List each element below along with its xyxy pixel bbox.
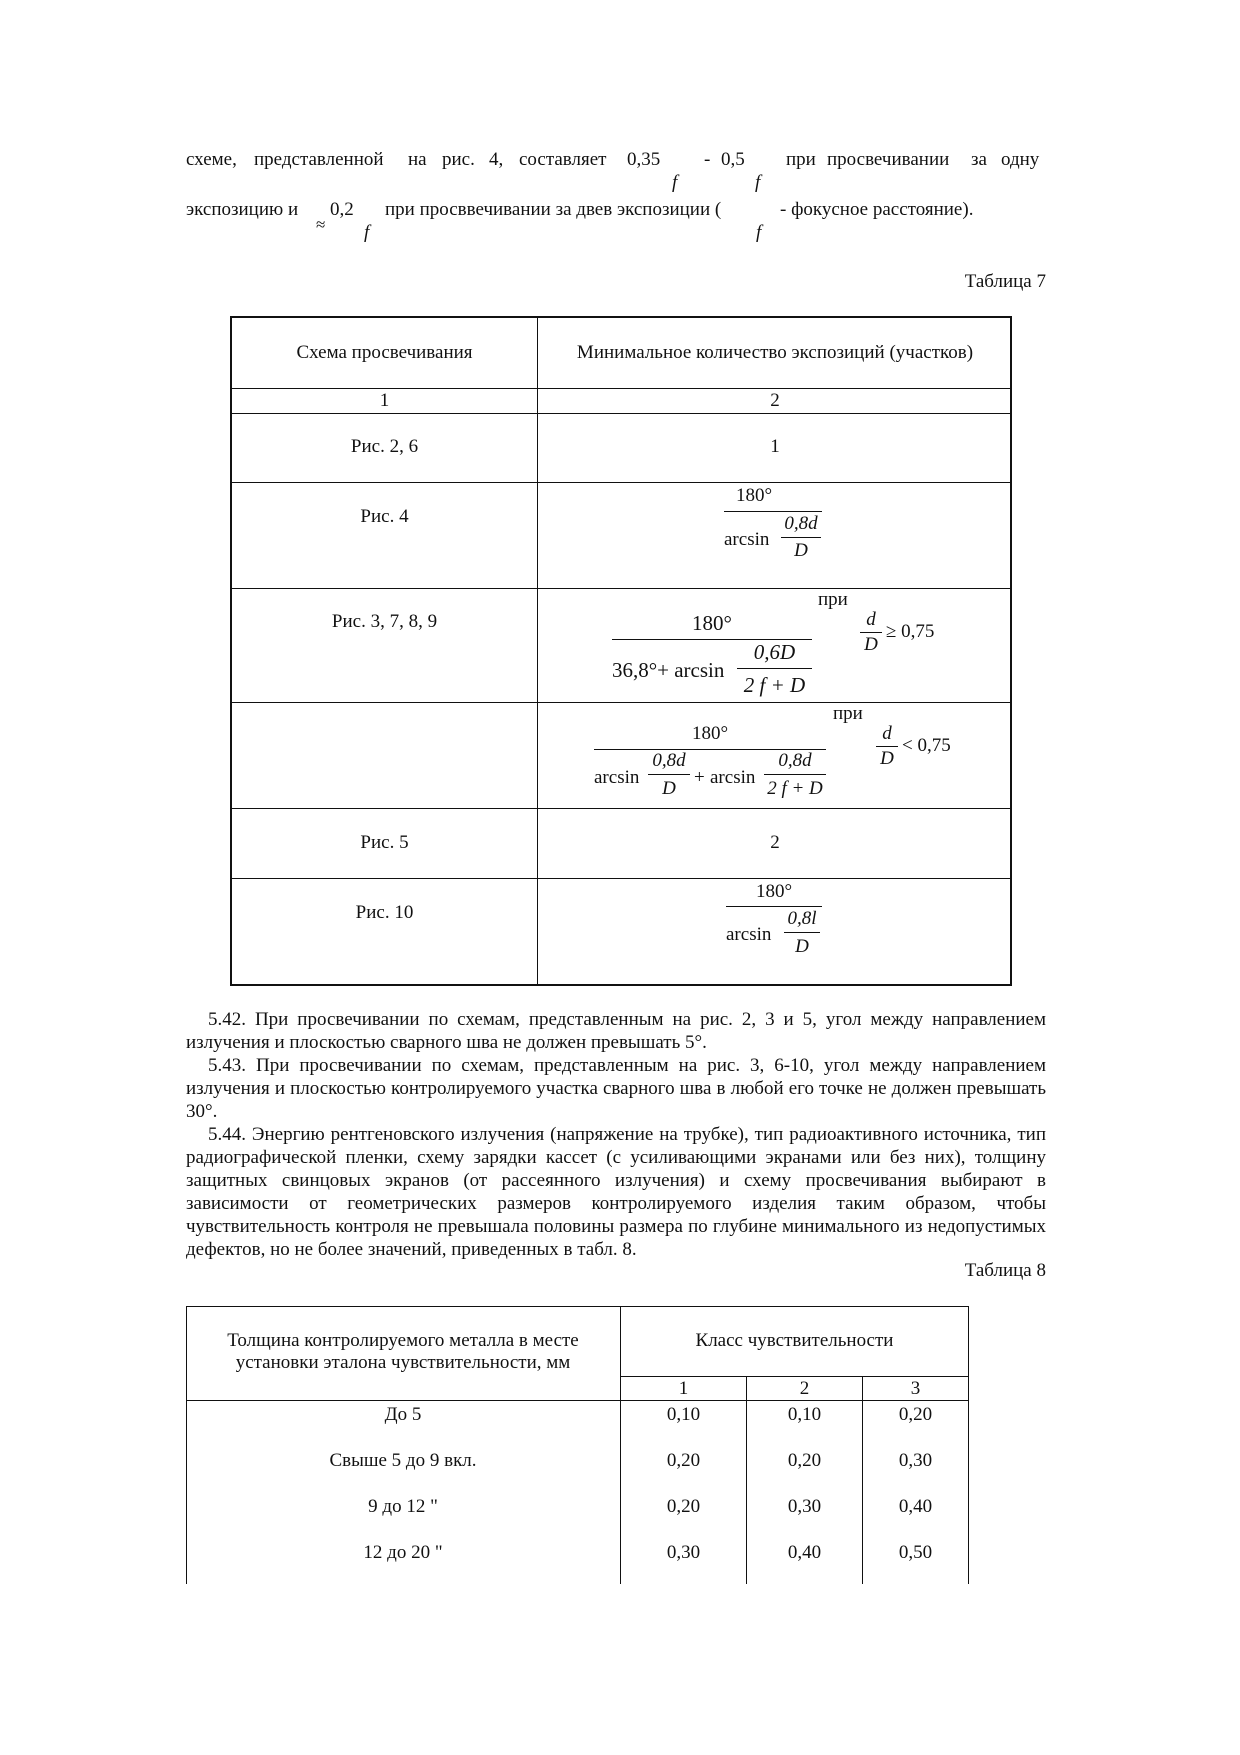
intro-word: 4, [489,149,504,170]
table7-scheme: Рис. 10 [355,902,414,923]
intro-word: при [786,149,816,170]
table8-value: 0,50 [898,1542,933,1563]
intro-dash: - [704,149,711,170]
table7-value: 1 [770,436,780,457]
table7-caption: Таблица 7 [964,271,1046,292]
table7-divider [232,388,1010,389]
formula-inner-numerator: 0,8d [778,750,812,771]
table7-col-number: 1 [379,390,390,411]
formula-inner-numerator: 0,8d [652,750,686,771]
intro-word: одну [1001,149,1040,170]
formula-inner-numerator: 0,8l [787,908,817,929]
formula-function: arcsin [726,924,772,945]
paragraph-5-44: 5.44. Энергию рентгеновского излучения (напряжение на трубке), тип радиоактивного источника, тип радиографической пленки, схему зарядки кассет (с усиливающими экранами или без них), толщину защитных свинцовых экранов (от рассеянного излучения) и схему просвечивания выбирают в зависимости от геометрических размеров контролируемого изделия таким образом, чтобы чувствительность контроля не превышала половины размера по глубине минимального из недопустимых дефектов, но не более значений, приведенных в табл. 8. [186,1124,1046,1260]
table7-column-divider [537,318,538,984]
fraction-bar [781,537,821,538]
intro-word: представленной [254,149,384,170]
paragraph-5-43: 5.43. При просвечивании по схемам, представленным на рис. 3, 6-10, угол между направлением излучения и плоскостью контролируемого участка сварного шва в любой его точке не должен превышать 30°. [186,1055,1046,1122]
formula-inner-denominator: D [794,540,808,561]
intro-text: при просввечивании за двев экспозиции ( [385,199,722,220]
table7-divider [232,482,1010,483]
formula-inner-numerator: 0,6D [753,640,796,664]
condition-numerator: d [866,609,876,630]
condition-numerator: d [882,723,892,744]
table8-value: 0,40 [898,1496,933,1517]
table7-divider [232,702,1010,703]
condition-relation: ≥ 0,75 [886,621,935,642]
intro-value: 0,35 [627,149,661,170]
table8-value: 0,20 [898,1404,933,1425]
table8-header-thickness-line1: Толщина контролируемого металла в месте [227,1330,579,1351]
table8-divider [186,1400,968,1401]
condition-word: при [818,589,848,610]
fraction-bar [876,746,898,747]
formula-inner-denominator: 2 f + D [743,673,806,697]
table8-value: 0,30 [666,1542,701,1563]
paragraph-5-42: 5.42. При просвечивании по схемам, представленным на рис. 2, 3 и 5, угол между направлением излучения и плоскостью сварного шва не должен превышать 5°. [186,1009,1046,1053]
table8-header-thickness-line2: установки эталона чувствительности, мм [235,1352,571,1373]
table7-scheme: Рис. 5 [360,832,409,853]
approx-sign: ≈ [316,215,326,234]
condition-relation: < 0,75 [902,735,951,756]
formula-function: arcsin [724,529,770,550]
formula-numerator: 180° [735,485,773,506]
formula-inner-denominator: 2 f + D [767,778,823,799]
table8-class-number: 3 [910,1378,921,1399]
formula-inner-numerator: 0,8d [784,513,818,534]
fraction-bar [784,932,820,933]
table8-thickness: 9 до 12 " [368,1496,438,1517]
fraction-bar [860,632,882,633]
fraction-bar [724,511,822,512]
intro-word: просвечивании [827,149,950,170]
formula-numerator: 180° [755,881,793,902]
intro-text: - фокусное расстояние). [780,199,974,220]
intro-line-1 [186,149,1046,173]
table7-value: 2 [770,832,780,853]
table8-value: 0,30 [787,1496,822,1517]
formula-plus: + [694,767,705,788]
table7-header-scheme: Схема просвечивания [296,342,473,363]
formula-function: arcsin [710,767,756,788]
table8-value: 0,30 [898,1450,933,1471]
formula-function: arcsin [594,767,640,788]
intro-value: 0,5 [721,149,745,170]
intro-line-2 [186,199,1046,223]
table7-divider [232,878,1010,879]
focal-symbol: f [756,222,762,243]
table7-header-exposures: Минимальное количество экспозиций (участков) [576,342,974,363]
table8-class-number: 2 [799,1378,810,1399]
table8-value: 0,10 [666,1404,701,1425]
formula-inner-denominator: D [795,936,809,957]
table7-scheme: Рис. 3, 7, 8, 9 [331,611,438,632]
formula-numerator: 180° [691,723,729,744]
table7-col-number: 2 [770,390,780,411]
fraction-bar [737,668,812,669]
table8-thickness: До 5 [384,1404,422,1425]
focal-symbol: f [672,172,678,193]
condition-denominator: D [880,748,894,769]
table7-scheme: Рис. 2, 6 [350,436,419,457]
intro-value: 0,2 [330,199,354,220]
table8-caption: Таблица 8 [964,1260,1046,1281]
focal-symbol: f [364,222,370,243]
focal-symbol: f [755,172,761,193]
table8-value: 0,20 [666,1496,701,1517]
intro-word: схеме, [186,149,237,170]
table8-value: 0,20 [787,1450,822,1471]
formula-inner-denominator: D [662,778,676,799]
intro-word: на [408,149,427,170]
fraction-bar [764,774,826,775]
table7-divider [232,413,1010,414]
table8-divider [620,1376,968,1377]
table8-value: 0,40 [787,1542,822,1563]
intro-word: за [971,149,987,170]
fraction-bar [726,906,822,907]
condition-denominator: D [864,634,878,655]
formula-numerator: 180° [692,611,732,635]
table7-scheme: Рис. 4 [360,506,409,527]
table7-divider [232,588,1010,589]
table8-value: 0,20 [666,1450,701,1471]
formula-denominator-prefix: 36,8°+ arcsin [612,658,725,682]
intro-word: рис. [442,149,475,170]
fraction-bar [648,774,690,775]
table8-border-right [968,1306,969,1584]
table8-value: 0,10 [787,1404,822,1425]
condition-word: при [833,703,863,724]
table8 [186,1306,968,1584]
table8-header-class: Класс чувствительности [695,1330,894,1351]
intro-text: экспозицию и [186,199,299,220]
table8-border-top [186,1306,968,1307]
table8-thickness: Свыше 5 до 9 вкл. [329,1450,477,1471]
table8-thickness: 12 до 20 " [363,1542,443,1563]
intro-word: составляет [519,149,607,170]
table7-divider [232,808,1010,809]
table7 [230,316,1012,986]
table8-class-number: 1 [678,1378,689,1399]
